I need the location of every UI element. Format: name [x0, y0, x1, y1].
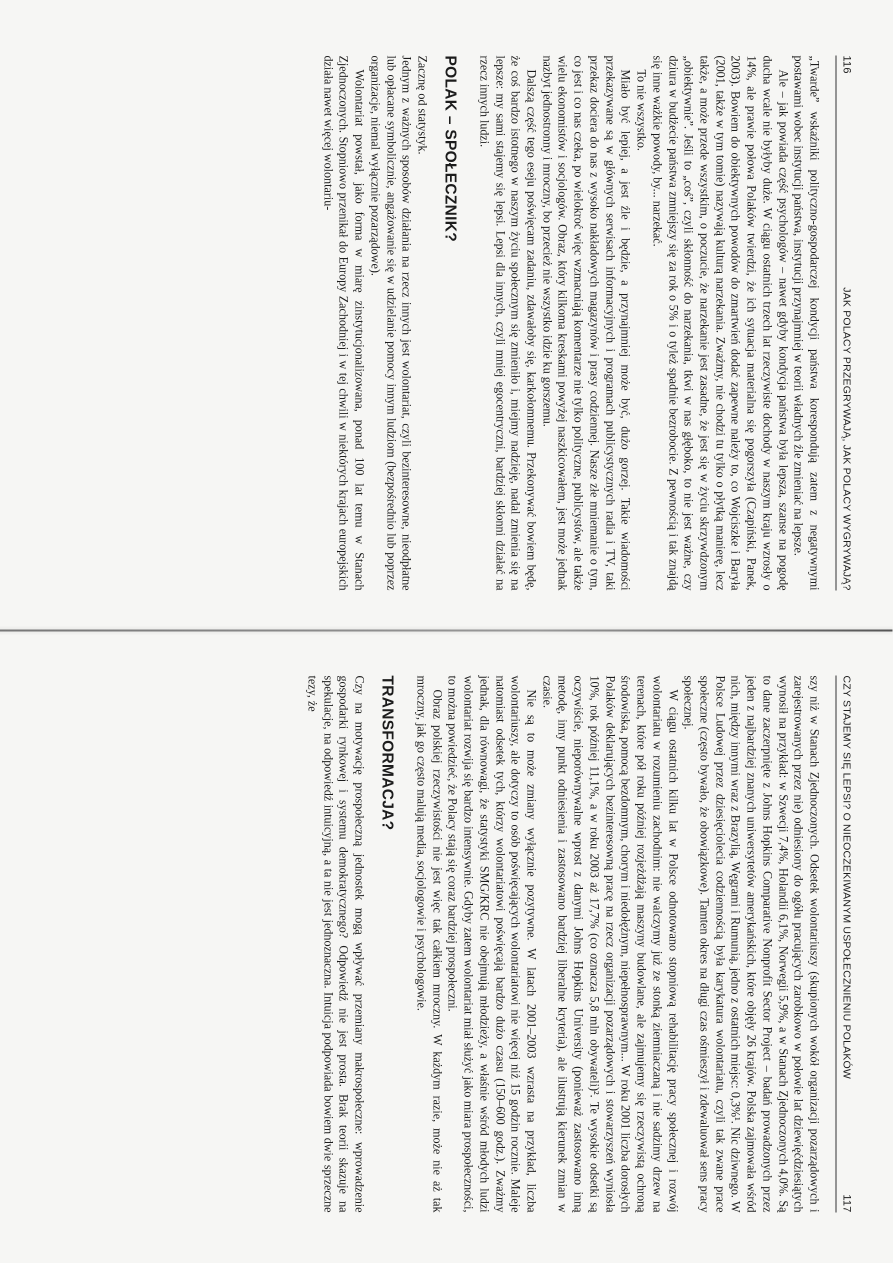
- paragraph: W ciągu ostatnich kilku lat w Polsce odnotowano stopniową rehabilitację pracy społecznej i rozwój wolontariatu w rozumieniu zachodnim: nie walczymy już ze stonką ziemniaczaną i nie sadzimy drzew na terenach, które pół roku później rozjeżdżają maszyny budowlane, ale zajmujemy się rzeczywistą ochroną środowiska, pomocą bezdomnym, chorym i niedołężnym, niepełnosprawnym... W roku 2001 liczba dorosłych Polaków deklarujących bezinteresowną pracę na rzecz organizacji pozarządowych i stowarzyszeń wyniosła 10%, rok później 11,1%, a w roku 2003 aż 17,7% (co oznacza 5,8 mln obywateli)². Te wysokie odsetki są oczywiście, nieporównywalne wprost z danymi Johns Hopkins University (ponieważ zastosowano inną metodę, inny punkt odniesienia i zastosowano bardziej liberalne kryteria), ale ilustrują kierunek zmian w czasie.: [540, 675, 681, 1213]
- paragraph: Zacznę od statystyk.: [415, 55, 430, 155]
- left-page-body: [320, 56, 822, 591]
- right-page-number: 117: [840, 1194, 853, 1213]
- right-page-header: [836, 676, 853, 1213]
- section-heading: POLAK – SPOŁECZNIK?: [441, 55, 459, 243]
- paragraph: „Twarde” wskaźniki polityczno-gospodarczej kondycji państwa korespondują zatem z negatywnymi postawami wobec instytucji państwa, instytucji przynajmniej w teorii władnych źle zmieniać na lepsze.: [791, 55, 822, 591]
- left-page-header: [836, 56, 853, 591]
- paragraph: Obraz polskiej rzeczywistości nie jest więc tak całkiem mroczny. W każdym razie, może nie aż tak mroczny, jak go często malują media, socjologowie i psychologowie.: [414, 675, 445, 1213]
- paragraph: Wolontariat powstał, jako forma w miarę zinstytucjonalizowana, ponad 100 lat temu w Stanach Zjednoczonych. Stopniowo przenikał do Europy Zachodniej i w tej chwili w niektórych krajach europejskich działa nawet więcej wolontariu-: [321, 55, 367, 591]
- right-running-head: CZY STAJEMY SIĘ LEPSI? O NIEOCZEKIWANYM USPOŁECZNIENIU POLAKÓW: [840, 675, 853, 1080]
- left-page: [0, 0, 893, 631]
- paragraph: Nie są to może zmiany wyłącznie pozytywne. W latach 2001–2003 wzrasta na przykład, liczba wolontariuszy, ale dotyczy to osób poświęcających wolontariatowi nie więcej niż 15 godzin rocznie. Maleje natomiast odsetek tych, którzy wolontariatowi poświęcają bardzo dużo czasu (150–600 godz.). Zważmy jednak, dla równowagi, że statystyki SMG/KRC nie obejmują młodzieży, a właśnie wśród młodych ludzi wolontariat rozwija się bardzo intensywnie. Gdyby zatem wolontariat miał służyć jako miara prospołeczności, to można powiedzieć, że Polacy stają się coraz bardziej prospołeczni.: [445, 675, 539, 1213]
- paragraph: Jednym z ważnych sposobów działania na rzecz innych jest wolontariat, czyli bezinteresowne, nieodpłatne lub opłacane symbolicznie, angażowanie się w udzielanie pomocy innym ludziom (bezpośrednio lub poprzez organizacje, niemal wyłącznie pozarządowe).: [368, 55, 414, 591]
- left-running-head: JAK POLACY PRZEGRYWAJĄ, JAK POLACY WYGRYWAJĄ?: [840, 287, 853, 591]
- right-page: [0, 632, 893, 1263]
- paragraph: Czy na motywację prospołeczną jednostek mogą wpływać przemiany makrospołeczne: wprowadzenie gospodarki rynkowej i systemu demokratycznego? Odpowiedź nie jest prosta. Brak teorii skazuje na spekulacje, na odpowiedź intuicyjną, a ta nie jest jednoznaczna. Intuicja podpowiada bowiem dwie sprzeczne tezy, że: [305, 675, 367, 1213]
- paragraph: Miało być lepiej, a jest źle i będzie, a przynajmniej może być, dużo gorzej. Takie wiadomości przekazywane są w głównych serwisach informacyjnych i programach publicystycznych radia i TV, taki przekaz dociera do nas z wysoko nakładowych magazynów i prasy codziennej. Nasze złe mniemanie o tym, co jest i co nas czeka, po wielokroć więc wzmacniają komentarze nie tylko polityczne, publicystów, ale także wielu ekonomistów i socjologów. Obraz, który kilkoma kreskami powyżej naszkicowałem, jest może jednak nazbyt jednostronny i mroczny, bo przecież nie wszystko idzie ku gorszemu.: [540, 55, 633, 591]
- right-page-body: [304, 676, 822, 1213]
- section-heading: TRANSFORMACJA?: [378, 675, 396, 831]
- paragraph: To nie wszystko.: [634, 69, 649, 151]
- paragraph: Dalszą część tego eseju poświęcam zadaniu, zdawałoby się, karkołomnemu. Przekonywać bowiem będę, że coś bardzo istotnego w naszym życiu społecznym się zmieniło i, miejmy nadzieję, nadal zmienia się na lepsze: my sami stajemy się lepsi. Lepsi dla innych, czyli mniej egocentryczni, bardziej skłonni działać na rzecz innych ludzi.: [477, 55, 539, 591]
- paragraph: Ale – jak powiada część psychologów – nawet gdyby kondycja państwa była lepsza, szanse na pogodę ducha wcale nie byłyby duże. W ciągu ostatnich trzech lat rzeczywiste dochody w naszym kraju wzrosły o 14%, ale prawie połowa Polaków twierdzi, że ich sytuacja materialna się pogorszyła (Czapiński, Panek, 2003). Bowiem do obiektywnych powodów do zmartwień dodać zapewne należy to, co Wojciszke i Baryła (2001, także w tym tomie) nazywają kulturą narzekania. Zważmy, nie chodzi tu tylko o płytką manierę, lecz także, a może przede wszystkim, o poczucie, że narzekanie jest zasadne, że jest się w życiu skrzywdzonym „obiektywnie”. Jeśli to „coś”, czyli skłonność do narzekania, tkwi w nas głęboko, to nie jest ważne, czy dziura w budżecie państwa zmniejszy się za rok o 5% i o tyleż spadnie bezrobocie. Z pewnością i tak znajdą się inne ważkie powody, by... narzekać.: [650, 55, 791, 591]
- paragraph: szy niż w Stanach Zjednoczonych. Odsetek wolontariuszy (skupionych wokół organizacji pozarządowych i zarejestrowanych przez nie) odniesiony do ogółu pracujących zarobkowo w połowie lat dziewięćdziesiątych wynosił na przykład: w Szwecji 7,4%, Holandii 6,1%, Norwegii 5,9%, a w Stanach Zjednoczonych 4,0%. Są to dane zaczerpnięte z Johns Hopkins Comparative Nonprofit Sector Project – badań prowadzonych przez jeden z najbardziej znanych uniwersytetów amerykańskich, które objęły 26 krajów. Polska zajmowała wśród nich, między innymi wraz z Brazylią, Węgrami i Rumunią, jedno z ostatnich miejsc: 0,3%¹. Nic dziwnego. W Polsce Ludowej przez dziesięciolecia codziennością była karykatura wolontariatu, czyli tak zwane prace społeczne (często bywało, że obowiązkowe). Tamten okres na długi czas ośmieszył i zdewaluował sens pracy społecznej.: [681, 675, 822, 1213]
- left-page-number: 116: [840, 55, 853, 74]
